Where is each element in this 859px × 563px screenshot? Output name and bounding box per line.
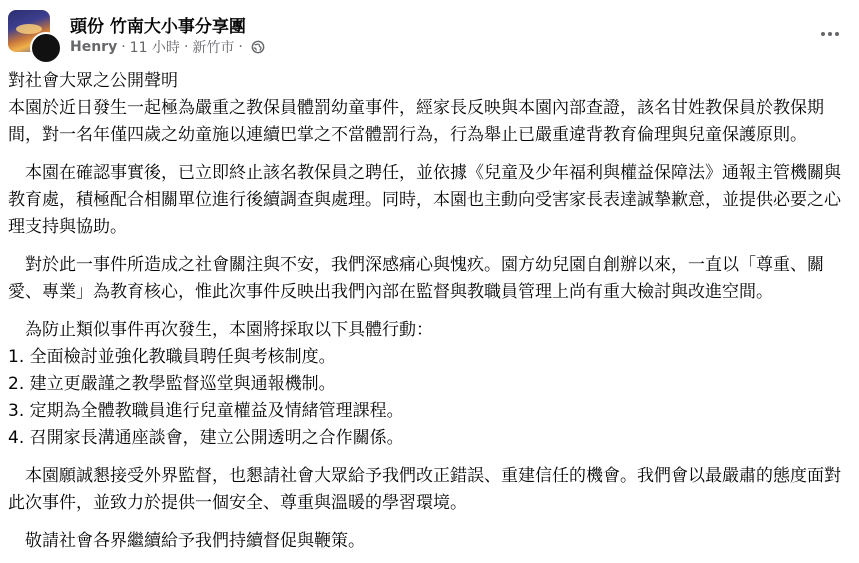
post-location[interactable]: 新竹市: [192, 40, 235, 56]
list-item: 2. 建立更嚴謹之教學監督巡堂與通報機制。: [8, 374, 336, 394]
meta-separator: ·: [183, 39, 189, 55]
list-item: 4. 召開家長溝通座談會，建立公開透明之合作關係。: [8, 428, 404, 448]
post-paragraph-3: 對於此一事件所造成之社會關注與不安，我們深感痛心與愧疚。園方幼兒園自創辦以來，一直以「尊重、關愛、專業」為教育核心，惟此次事件反映出我們內部在監督與教職員管理上尚有重大檢討與改進空間。: [8, 255, 824, 302]
post-body: [8, 68, 851, 555]
post-paragraph-5: 本園願誠懇接受外界監督，也懇請社會大眾給予我們改正錯誤、重建信任的機會。我們會以最嚴肅的態度面對此次事件，並致力於提供一個安全、尊重與溫暖的學習環境。: [8, 466, 841, 513]
group-name-link[interactable]: 頭份 竹南大小事分享團: [70, 17, 246, 37]
post-meta: [70, 37, 265, 57]
globe-icon[interactable]: [251, 40, 265, 54]
list-item: 1. 全面檢討並強化教職員聘任與考核制度。: [8, 347, 336, 367]
post-paragraph-6: 敬請社會各界繼續給予我們持續督促與鞭策。: [25, 531, 365, 551]
list-item: 3. 定期為全體教職員進行兒童權益及情緒管理課程。: [8, 401, 404, 421]
meta-separator: ·: [238, 39, 243, 55]
more-options-icon[interactable]: [815, 22, 845, 46]
author-link[interactable]: Henry: [70, 39, 118, 55]
post-heading: 對社會大眾之公開聲明: [8, 71, 178, 91]
action-list: [8, 344, 851, 452]
post-timestamp[interactable]: 11 小時: [129, 40, 180, 56]
post-paragraph-2: 本園在確認事實後，已立即終止該名教保員之聘任，並依據《兒童及少年福利與權益保障法》通報主管機關與教育處，積極配合相關單位進行後續調查與處理。同時，本園也主動向受害家長表達誠摯歉意，並提供必要之心理支持與協助。: [8, 163, 841, 237]
post-header: [8, 10, 851, 62]
group-avatar-image: [16, 24, 42, 34]
post-paragraph-4-intro: 為防止類似事件再次發生，本園將採取以下具體行動：: [25, 320, 433, 340]
user-avatar[interactable]: [30, 32, 62, 64]
avatar-group[interactable]: [8, 10, 56, 58]
meta-separator: ·: [121, 39, 126, 55]
post-paragraph-1: 本園於近日發生一起極為嚴重之教保員體罰幼童事件，經家長反映與本園內部查證，該名甘姓教保員於教保期間，對一名年僅四歲之幼童施以連續巴掌之不當體罰行為，行為舉止已嚴重違背教育倫理與兒童保護原則。: [8, 98, 824, 145]
